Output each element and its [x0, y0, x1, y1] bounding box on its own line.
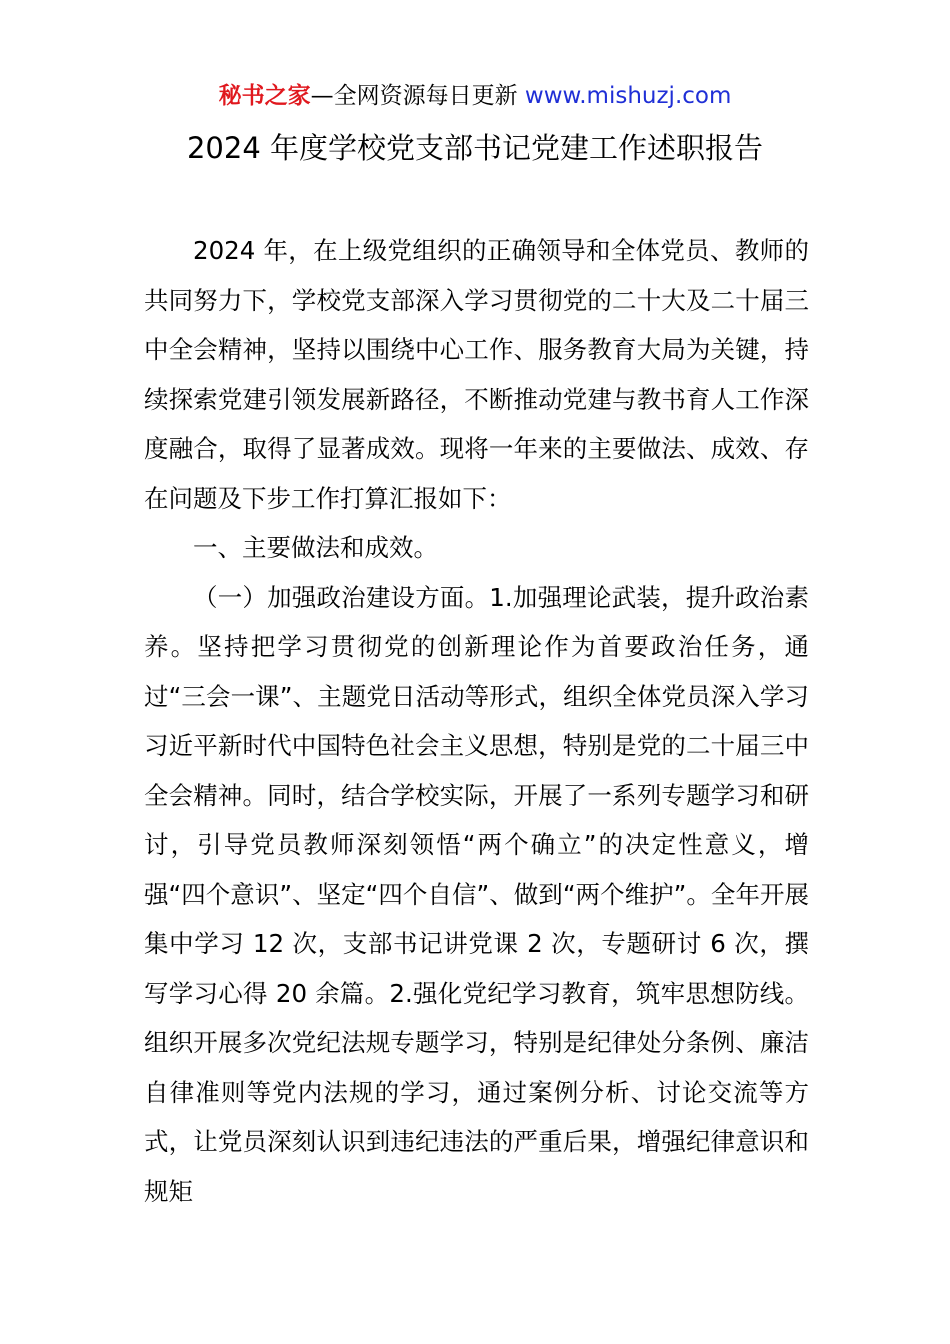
- site-url-link[interactable]: www.mishuzj.com: [524, 83, 732, 109]
- site-brand: 秘书之家: [218, 83, 311, 109]
- document-title: 2024 年度学校党支部书记党建工作述职报告: [186, 131, 764, 165]
- site-tagline: —全网资源每日更新: [310, 83, 525, 109]
- section-heading-1: 一、主要做法和成效。: [193, 533, 438, 562]
- site-header-banner: [0, 80, 950, 112]
- document-body: [144, 226, 809, 1216]
- paragraph-political-building: （一）加强政治建设方面。1.加强理论武装，提升政治素养。坚持把学习贯彻党的创新理论作为首要政治任务，通过“三会一课”、主题党日活动等形式，组织全体党员深入学习习近平新时代中国特色社会主义思想，特别是党的二十届三中全会精神。同时，结合学校实际，开展了一系列专题学习和研讨，引导党员教师深刻领悟“两个确立”的决定性意义，增强“四个意识”、坚定“四个自信”、做到“两个维护”。全年开展集中学习 12 次，支部书记讲党课 2 次，专题研讨 6 次，撰写学习心得 20 余篇。2.强化党纪学习教育，筑牢思想防线。组织开展多次党纪法规专题学习，特别是纪律处分条例、廉洁自律准则等党内法规的学习，通过案例分析、讨论交流等方式，让党员深刻认识到违纪违法的严重后果，增强纪律意识和规矩: [144, 582, 809, 1206]
- paragraph-intro: 2024 年，在上级党组织的正确领导和全体党员、教师的共同努力下，学校党支部深入学习贯彻党的二十大及二十届三中全会精神，坚持以围绕中心工作、服务教育大局为关键，持续探索党建引领发展新路径，不断推动党建与教书育人工作深度融合，取得了显著成效。现将一年来的主要做法、成效、存在问题及下步工作打算汇报如下：: [144, 236, 809, 513]
